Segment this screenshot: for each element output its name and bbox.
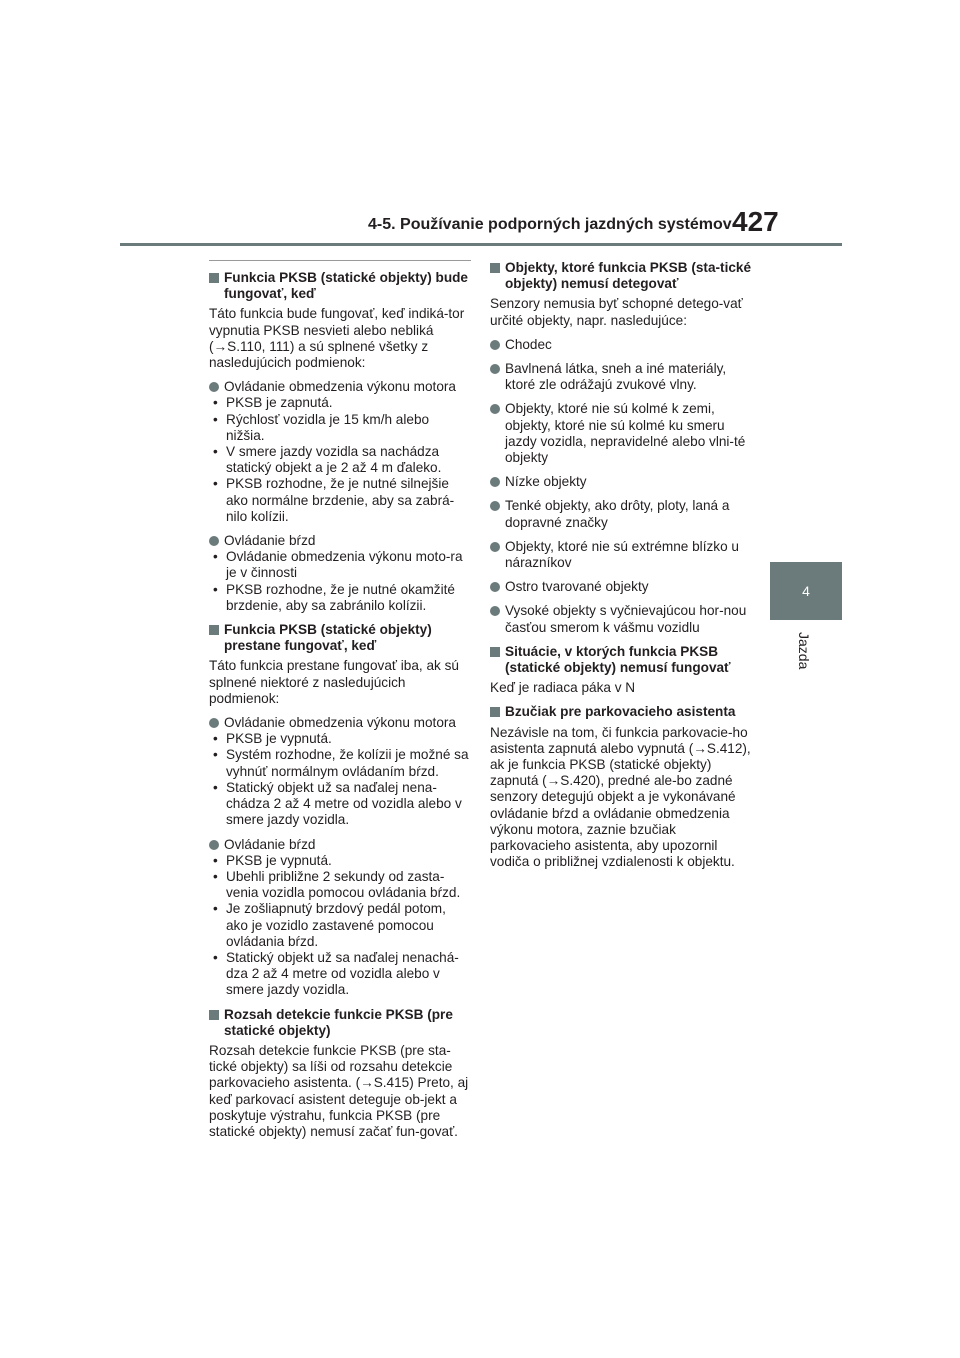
square-bullet-icon [209,273,219,283]
section-heading [490,644,760,676]
circle-item-text: Objekty, ktoré nie sú kolmé k zemi, objekty, ktoré nie sú kolmé ku smeru jazdy vozidla, nepravidelné alebo vlni-té objekty [505,401,746,466]
bullet-item: • PKSB je zapnutá. [209,395,471,411]
bullet-item: • Ubehli približne 2 sekundy od zasta-venia vozidla pomocou ovládania bŕzd. [209,869,471,901]
bullet-item: • Statický objekt už sa naďalej nenachá-dza 2 až 4 metre od vozidla alebo v smere jazdy vozidla. [209,950,471,999]
square-bullet-icon [490,263,500,273]
paragraph: Senzory nemusia byť schopné detego-vať určité objekty, napr. nasledujúce: [490,296,743,328]
circle-bullet-icon [490,501,500,511]
heading-text: Objekty, ktoré funkcia PKSB (sta-tické objekty) nemusí detegovať [505,260,752,292]
circle-item [490,579,760,595]
circle-item [490,401,760,466]
bullet-list [209,853,471,999]
bullet-item: • PKSB je vypnutá. [209,731,471,747]
circle-item [209,837,471,853]
paragraph: Keď je radiaca páka v N [490,680,636,696]
circle-bullet-icon [209,718,219,728]
circle-bullet-icon [490,542,500,552]
condition-group [209,837,471,999]
circle-bullet-icon [490,477,500,487]
circle-item [209,379,471,395]
heading-text: Bzučiak pre parkovacieho asistenta [505,704,736,720]
bullet-item: • Systém rozhodne, že kolízii je možné sa vyhnúť normálnym ovládaním bŕzd. [209,747,471,779]
condition-group [209,715,471,828]
circle-bullet-icon [490,340,500,350]
column-top-rule [209,260,471,261]
circle-bullet-icon [209,536,219,546]
bullet-list [209,395,471,525]
square-bullet-icon [490,647,500,657]
circle-item-text: Tenké objekty, ako drôty, ploty, laná a dopravné značky [505,498,730,530]
heading-text: Rozsah detekcie funkcie PKSB (pre statické objekty) [224,1006,453,1038]
circle-bullet-icon [490,404,500,414]
chapter-tab[interactable] [770,562,842,620]
page-number: 427 [732,206,779,237]
circle-bullet-icon [209,840,219,850]
circle-item [490,539,760,571]
bullet-item: • PKSB rozhodne, že je nutné okamžité brzdenie, aby sa zabránilo kolízii. [209,582,471,614]
circle-item [209,533,471,549]
bullet-item: • V smere jazdy vozidla sa nachádza statický objekt a je 2 až 4 m ďaleko. [209,444,471,476]
bullet-item: • PKSB je vypnutá. [209,853,471,869]
circle-item-text: Ovládanie bŕzd [224,836,316,852]
section-heading [490,260,760,292]
heading-text: Funkcia PKSB (statické objekty) bude fungovať, keď [224,270,468,302]
chapter-number: 4 [802,583,810,599]
bullet-item: • Statický objekt už sa naďalej nena-chádza 2 až 4 metre od vozidla alebo v smere jazdy vozidla. [209,780,471,829]
heading-text: Funkcia PKSB (statické objekty) prestane fungovať, keď [224,622,432,654]
bullet-item: • Ovládanie obmedzenia výkonu moto-ra je v činnosti [209,549,471,581]
circle-item-text: Ovládanie bŕzd [224,533,316,549]
bullet-item: • PKSB rozhodne, že je nutné silnejšie ako normálne brzdenie, aby sa zabrá-nilo kolízii. [209,476,471,525]
circle-bullet-icon [209,382,219,392]
paragraph: Nezávisle na tom, či funkcia parkovacie-ho asistenta zapnutá alebo vypnutá (→S.412), ak je funkcia PKSB (statické objekty) zapnutá (→S.420), predné ale-bo zadné senzory detegujú objekt a je vykonávané ovládanie bŕzd a ovládanie obmedzenia výkonu motora, zaznie bzučiak parkovacieho asistenta, aby upozornil vodiča o približnej vzdialenosti k objektu. [490,724,751,870]
right-column [490,260,760,879]
bullet-list [209,731,471,828]
circle-item [490,498,760,530]
section-heading [209,622,471,654]
circle-item-text: Vysoké objekty s vyčnievajúcou hor-nou časťou smerom k vášmu vozidlu [505,603,747,635]
section-heading [209,1007,471,1039]
bullet-item: • Rýchlosť vozidla je 15 km/h alebo nižšia. [209,412,471,444]
bullet-item: • Je zošliapnutý brzdový pedál potom, ako je vozidlo zastavené pomocou ovládania bŕzd. [209,901,471,950]
section-heading [209,270,471,302]
circle-item [490,474,760,490]
section-title: 4-5. Používanie podporných jazdných systémov [368,216,732,233]
paragraph: Rozsah detekcie funkcie PKSB (pre sta-tické objekty) sa líši od rozsahu detekcie parkovacieho asistenta. (→S.415) Preto, aj keď parkovací asistent deteguje ob-jekt a poskytuje výstrahu, funkcia PKSB (pre statické objekty) nemusí začať fun-govať. [209,1042,469,1139]
circle-bullet-icon [490,364,500,374]
circle-item-text: Ovládanie obmedzenia výkonu motora [224,715,456,731]
square-bullet-icon [490,707,500,717]
paragraph: Táto funkcia bude fungovať, keď indiká-tor vypnutia PKSB nesvieti alebo nebliká (→S.110, 111) a sú splnené všetky z nasledujúcich podmienok: [209,306,465,371]
circle-bullet-icon [490,606,500,616]
header-rule [120,243,842,246]
heading-text: Situácie, v ktorých funkcia PKSB (statické objekty) nemusí fungovať [505,643,731,676]
paragraph: Táto funkcia prestane fungovať iba, ak sú splnené niektoré z nasledujúcich podmienok: [209,658,459,706]
circle-item-text: Objekty, ktoré nie sú extrémne blízko u nárazníkov [505,538,739,571]
condition-group [209,379,471,525]
left-column [209,260,471,1148]
circle-item-text: Chodec [505,336,552,352]
section-heading [490,704,760,720]
circle-item [490,361,760,393]
circle-item [490,603,760,635]
condition-group [209,533,471,614]
circle-item-text: Ovládanie obmedzenia výkonu motora [224,379,456,395]
chapter-label: Jazda [796,632,812,670]
circle-bullet-icon [490,582,500,592]
circle-item-text: Ostro tvarované objekty [505,579,649,595]
circle-item-text: Nízke objekty [505,474,587,490]
circle-item [490,337,760,353]
circle-item [209,715,471,731]
square-bullet-icon [209,1010,219,1020]
square-bullet-icon [209,625,219,635]
circle-item-text: Bavlnená látka, sneh a iné materiály, ktoré zle odrážajú zvukové vlny. [505,361,727,393]
bullet-list [209,549,471,614]
